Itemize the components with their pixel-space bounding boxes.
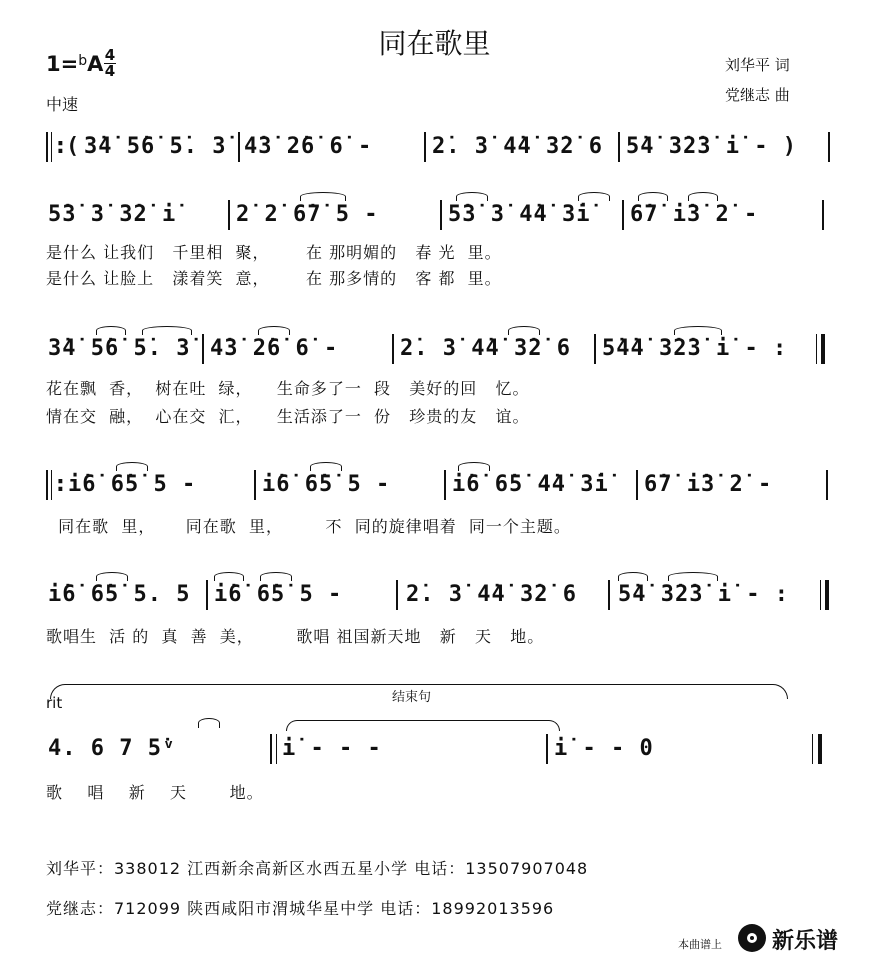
slur: [260, 572, 292, 581]
slur: [310, 462, 342, 471]
footer-prefix: 本曲谱上: [678, 938, 722, 951]
measure: i̇6̇ 6̇5̇ 5. 5: [48, 582, 191, 607]
slur: [508, 326, 540, 335]
tempo-marking: 中速: [46, 95, 79, 114]
measure: i̇6̇ 6̇5̇ 4̇4̇ 3̇i̇: [452, 472, 609, 497]
slur: [458, 462, 490, 471]
measure: i̇ - - 0: [554, 736, 654, 761]
score-line-6: [46, 732, 831, 766]
lyrics-line: 花在飘 香， 树在吐 绿， 生命多了一 段 美好的回 忆。: [46, 379, 530, 398]
score-line-2: [46, 198, 831, 232]
measure: 4. 6 7 5̇ᵛ: [48, 736, 177, 761]
logo-disc-icon: [738, 924, 766, 952]
slur: [300, 192, 346, 201]
measure: 2̇. 3̇ 4̇4̇ 3̇2̇ 6: [406, 582, 577, 607]
brand-name[interactable]: 新乐谱: [772, 929, 839, 954]
measure: 4̇3̇ 2̇6̇ 6̇ -: [210, 336, 339, 361]
tie: [286, 720, 560, 731]
score-line-3: [46, 332, 831, 366]
score-line-1: : ( 3̇4̇ 5̇6̇ 5̇. 3̇ 4̇3̇ 2̇6̇ 6̇ - 2̇. 3̇ 4̇4̇ 3̇2̇ 6 5̇4̇ 3̇2̇3̇ i̇ - ): [46, 130, 831, 164]
slur: [142, 326, 192, 335]
contact-info: 党继志：712099 陕西咸阳市渭城华星中学 电话：18992013596: [46, 899, 555, 918]
contact-info: 刘华平：338012 江西新余高新区水西五星小学 电话：13507907048: [46, 859, 589, 878]
page-title: 同在歌里: [378, 27, 491, 60]
slur: [96, 572, 128, 581]
measure: i̇6̇ 6̇5̇ 5 -: [68, 472, 197, 497]
score-line-4: : i̇6̇ 6̇5̇ 5 - i̇6̇ 6̇5̇ 5 - i̇6̇ 6̇5̇ 4̇4̇ 3̇i̇ 6̇7̇ i̇3̇ 2̇ -: [46, 468, 831, 502]
measure: i̇6̇ 6̇5̇ 5 -: [214, 582, 343, 607]
score-line-5: [46, 578, 831, 612]
lyrics-line: 情在交 融， 心在交 汇， 生活添了一 份 珍贵的友 谊。: [46, 407, 530, 426]
measure: 5̇3̇ 3̇ 3̇2̇ i̇: [48, 202, 177, 227]
measure: 2̇ 2̇ 6̇7̇ 5 -: [236, 202, 379, 227]
flat-sign: b: [78, 53, 88, 69]
key-prefix: 1=: [46, 52, 79, 76]
measure: 5̇4̇ 3̇2̇3̇ i̇ - :: [618, 582, 789, 607]
measure: i̇ - - -: [282, 736, 382, 761]
meter-bottom: 4: [104, 62, 116, 80]
lyrics-line: 是什么 让我们 千里相 聚， 在 那明媚的 春 光 里。: [46, 243, 502, 262]
measure: 5̇4̇4̇ 3̇2̇3̇ i̇ - :: [602, 336, 788, 361]
measure: 3̇4̇ 5̇6̇ 5̇. 3̇: [48, 336, 191, 361]
lyrics-line: 同在歌 里， 同在歌 里， 不 同的旋律唱着 同一个主题。: [46, 517, 571, 536]
key-note: A: [87, 52, 104, 76]
slur: [674, 326, 722, 335]
slur: [456, 192, 488, 201]
measure: 2̇. 3̇ 4̇4̇ 3̇2̇ 6: [432, 134, 603, 159]
measure: 4̇3̇ 2̇6̇ 6̇ -: [244, 134, 373, 159]
lyrics-line: 是什么 让脸上 漾着笑 意， 在 那多情的 客 都 里。: [46, 269, 502, 288]
slur: [578, 192, 610, 201]
slur: [638, 192, 668, 201]
measure: 6̇7̇ i̇3̇ 2̇ -: [630, 202, 759, 227]
composer-credit: 党继志 曲: [725, 86, 790, 104]
slur: [116, 462, 148, 471]
slur: [688, 192, 718, 201]
measure: 2̇. 3̇ 4̇4̇ 3̇2̇ 6: [400, 336, 571, 361]
measure: 6̇7̇ i̇3̇ 2̇ -: [644, 472, 773, 497]
lyrics-line: 歌唱生 活 的 真 善 美， 歌唱 祖国新天地 新 天 地。: [46, 627, 545, 646]
ending-label: 结束句: [392, 690, 432, 705]
slur: [214, 572, 244, 581]
slur: [258, 326, 290, 335]
lyrics-line: 歌 唱 新 天 地。: [46, 783, 264, 802]
measure: 5̇3̇ 3̇ 4̇4̇ 3̇i̇: [448, 202, 591, 227]
slur: [96, 326, 126, 335]
measure: 5̇4̇ 3̇2̇3̇ i̇ - ): [626, 134, 797, 159]
slur: [618, 572, 648, 581]
slur: [668, 572, 718, 581]
meter-top: 4: [104, 46, 116, 64]
key-signature: [46, 52, 103, 76]
measure: i̇6̇ 6̇5̇ 5 -: [262, 472, 391, 497]
fermata-icon: [198, 718, 220, 728]
measure: 3̇4̇ 5̇6̇ 5̇. 3̇: [84, 134, 227, 159]
rit-marking: rit: [46, 694, 63, 712]
time-signature: [104, 48, 116, 79]
lyricist-credit: 刘华平 词: [725, 56, 790, 74]
